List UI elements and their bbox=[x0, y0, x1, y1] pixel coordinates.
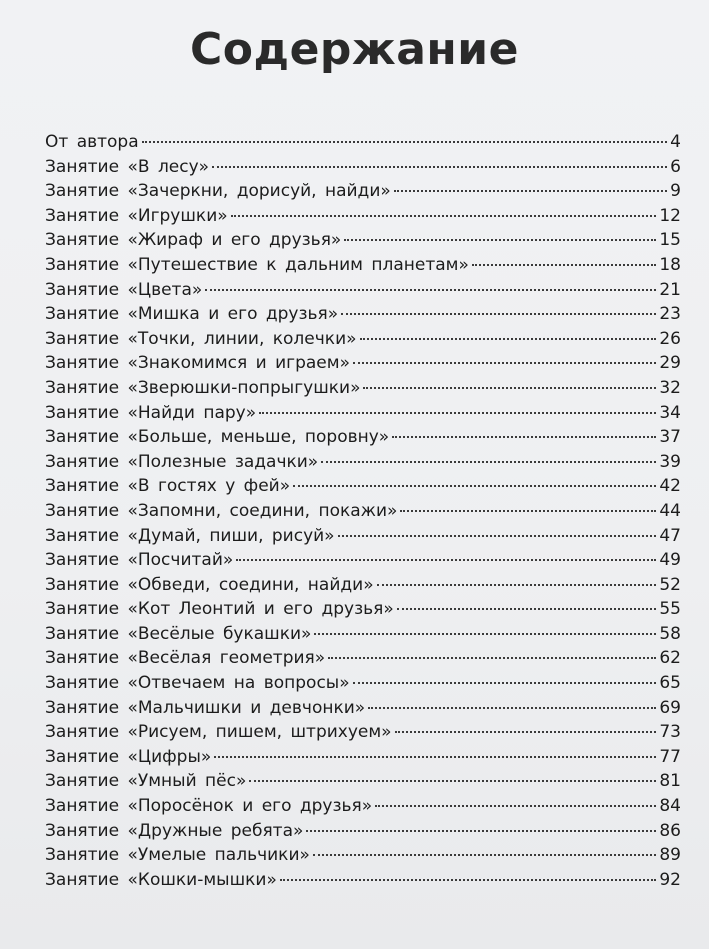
toc-entry-page-number: 26 bbox=[659, 328, 681, 349]
dot-leader bbox=[353, 362, 656, 364]
dot-leader bbox=[214, 756, 656, 758]
dot-leader bbox=[314, 633, 656, 635]
toc-entry-page-number: 18 bbox=[659, 254, 681, 275]
toc-entry-title: Занятие «Жираф и его друзья» bbox=[45, 230, 342, 251]
toc-entry bbox=[45, 253, 681, 278]
toc-entry-page-number: 12 bbox=[659, 205, 681, 226]
dot-leader bbox=[236, 559, 656, 561]
dot-leader bbox=[395, 731, 657, 733]
toc-entry bbox=[45, 597, 681, 622]
toc-entry-title: Занятие «Найди пару» bbox=[45, 402, 257, 423]
dot-leader bbox=[375, 805, 656, 807]
dot-leader bbox=[205, 289, 656, 291]
toc-entry-page-number: 81 bbox=[659, 771, 681, 792]
toc-entry bbox=[45, 155, 681, 180]
dot-leader bbox=[392, 436, 656, 438]
dot-leader bbox=[293, 485, 656, 487]
toc-entry-page-number: 86 bbox=[659, 820, 681, 841]
toc-entry-page-number: 52 bbox=[659, 574, 681, 595]
toc-entry bbox=[45, 646, 681, 671]
toc-entry-title: Занятие «Рисуем, пишем, штрихуем» bbox=[45, 722, 392, 743]
toc-entry-page-number: 73 bbox=[659, 722, 681, 743]
dot-leader bbox=[377, 584, 657, 586]
toc-entry-page-number: 34 bbox=[659, 402, 681, 423]
dot-leader bbox=[472, 264, 656, 266]
toc-entry bbox=[45, 228, 681, 253]
toc-entry bbox=[45, 696, 681, 721]
table-of-contents bbox=[45, 130, 681, 892]
toc-entry-page-number: 9 bbox=[670, 181, 681, 202]
toc-entry bbox=[45, 843, 681, 868]
dot-leader bbox=[280, 879, 656, 881]
toc-entry-page-number: 15 bbox=[659, 230, 681, 251]
page-title: Содержание bbox=[190, 24, 519, 75]
dot-leader bbox=[306, 830, 656, 832]
toc-entry-page-number: 4 bbox=[670, 132, 681, 152]
toc-entry-title: Занятие «Путешествие к дальним планетам» bbox=[45, 254, 469, 275]
toc-entry-title: Занятие «Умелые пальчики» bbox=[45, 845, 310, 866]
toc-entry-title: Занятие «Больше, меньше, поровну» bbox=[45, 427, 390, 448]
toc-entry-title: Занятие «Весёлая геометрия» bbox=[45, 648, 326, 669]
toc-entry-page-number: 58 bbox=[659, 623, 681, 644]
toc-entry-title: Занятие «Цифры» bbox=[45, 746, 212, 767]
toc-entry bbox=[45, 302, 681, 327]
dot-leader bbox=[338, 535, 657, 537]
toc-entry-page-number: 39 bbox=[659, 451, 681, 472]
dot-leader bbox=[363, 387, 656, 389]
toc-entry bbox=[45, 573, 681, 598]
toc-entry bbox=[45, 622, 681, 647]
toc-entry bbox=[45, 769, 681, 794]
toc-entry-page-number: 62 bbox=[659, 648, 681, 669]
dot-leader bbox=[328, 657, 656, 659]
toc-entry-page-number: 23 bbox=[659, 304, 681, 325]
dot-leader bbox=[313, 854, 656, 856]
dot-leader bbox=[368, 707, 656, 709]
toc-entry bbox=[45, 745, 681, 770]
toc-entry bbox=[45, 401, 681, 426]
toc-entry-page-number: 65 bbox=[659, 673, 681, 694]
toc-entry-title: Занятие «В гостях у фей» bbox=[45, 476, 291, 497]
toc-entry bbox=[45, 720, 681, 745]
toc-entry bbox=[45, 474, 681, 499]
toc-entry-title: Занятие «Отвечаем на вопросы» bbox=[45, 673, 350, 694]
toc-entry-title: Занятие «Зверюшки-попрыгушки» bbox=[45, 377, 361, 398]
toc-entry-page-number: 84 bbox=[659, 796, 681, 817]
dot-leader bbox=[321, 461, 656, 463]
toc-entry-title: Занятие «Запомни, соедини, покажи» bbox=[45, 500, 398, 521]
toc-entry bbox=[45, 671, 681, 696]
toc-entry bbox=[45, 376, 681, 401]
toc-entry bbox=[45, 351, 681, 376]
toc-entry-page-number: 32 bbox=[659, 377, 681, 398]
toc-entry-page-number: 21 bbox=[659, 279, 681, 300]
toc-entry bbox=[45, 179, 681, 204]
toc-entry-title: Занятие «Думай, пиши, рисуй» bbox=[45, 525, 335, 546]
toc-entry bbox=[45, 819, 681, 844]
dot-leader bbox=[212, 166, 667, 168]
dot-leader bbox=[231, 215, 657, 217]
toc-entry-title: Занятие «Весёлые букашки» bbox=[45, 623, 312, 644]
toc-entry-title: Занятие «Обведи, соедини, найди» bbox=[45, 574, 374, 595]
toc-entry-page-number: 42 bbox=[659, 476, 681, 497]
toc-entry-title: Занятие «Зачеркни, дорисуй, найди» bbox=[45, 181, 391, 202]
toc-entry-title: Занятие «В лесу» bbox=[45, 156, 210, 177]
dot-leader bbox=[259, 412, 656, 414]
toc-entry-page-number: 92 bbox=[659, 869, 681, 890]
toc-entry bbox=[45, 499, 681, 524]
toc-entry bbox=[45, 548, 681, 573]
toc-entry-title: От автора bbox=[45, 132, 139, 152]
toc-entry bbox=[45, 450, 681, 475]
dot-leader bbox=[397, 608, 657, 610]
toc-entry-page-number: 77 bbox=[659, 746, 681, 767]
toc-entry-title: Занятие «Кот Леонтий и его друзья» bbox=[45, 599, 394, 620]
toc-entry-page-number: 55 bbox=[659, 599, 681, 620]
toc-entry-title: Занятие «Умный пёс» bbox=[45, 771, 247, 792]
toc-entry-title: Занятие «Мишка и его друзья» bbox=[45, 304, 339, 325]
toc-entry bbox=[45, 794, 681, 819]
toc-entry-title: Занятие «Полезные задачки» bbox=[45, 451, 319, 472]
toc-entry-title: Занятие «Дружные ребята» bbox=[45, 820, 304, 841]
toc-entry-title: Занятие «Точки, линии, колечки» bbox=[45, 328, 357, 349]
toc-entry-page-number: 89 bbox=[659, 845, 681, 866]
dot-leader bbox=[394, 190, 667, 192]
toc-entry-title: Занятие «Цвета» bbox=[45, 279, 203, 300]
dot-leader bbox=[249, 780, 656, 782]
toc-entry-title: Занятие «Игрушки» bbox=[45, 205, 228, 226]
toc-entry bbox=[45, 425, 681, 450]
dot-leader bbox=[341, 313, 656, 315]
toc-entry bbox=[45, 868, 681, 893]
toc-entry bbox=[45, 204, 681, 229]
dot-leader bbox=[360, 338, 657, 340]
dot-leader bbox=[400, 510, 656, 512]
toc-entry bbox=[45, 524, 681, 549]
dot-leader bbox=[344, 239, 656, 241]
toc-entry-title: Занятие «Знакомимся и играем» bbox=[45, 353, 350, 374]
toc-entry bbox=[45, 327, 681, 352]
toc-entry-title: Занятие «Поросёнок и его друзья» bbox=[45, 796, 373, 817]
toc-entry-page-number: 69 bbox=[659, 697, 681, 718]
toc-entry-title: Занятие «Посчитай» bbox=[45, 550, 234, 571]
toc-entry-page-number: 49 bbox=[659, 550, 681, 571]
toc-entry-page-number: 47 bbox=[659, 525, 681, 546]
toc-entry-page-number: 44 bbox=[659, 500, 681, 521]
toc-entry-page-number: 6 bbox=[670, 156, 681, 177]
toc-entry bbox=[45, 130, 681, 155]
dot-leader bbox=[142, 141, 668, 143]
toc-entry-page-number: 29 bbox=[659, 353, 681, 374]
toc-entry-title: Занятие «Мальчишки и девчонки» bbox=[45, 697, 366, 718]
toc-entry-page-number: 37 bbox=[659, 427, 681, 448]
toc-entry bbox=[45, 278, 681, 303]
toc-entry-title: Занятие «Кошки-мышки» bbox=[45, 869, 277, 890]
dot-leader bbox=[353, 682, 657, 684]
